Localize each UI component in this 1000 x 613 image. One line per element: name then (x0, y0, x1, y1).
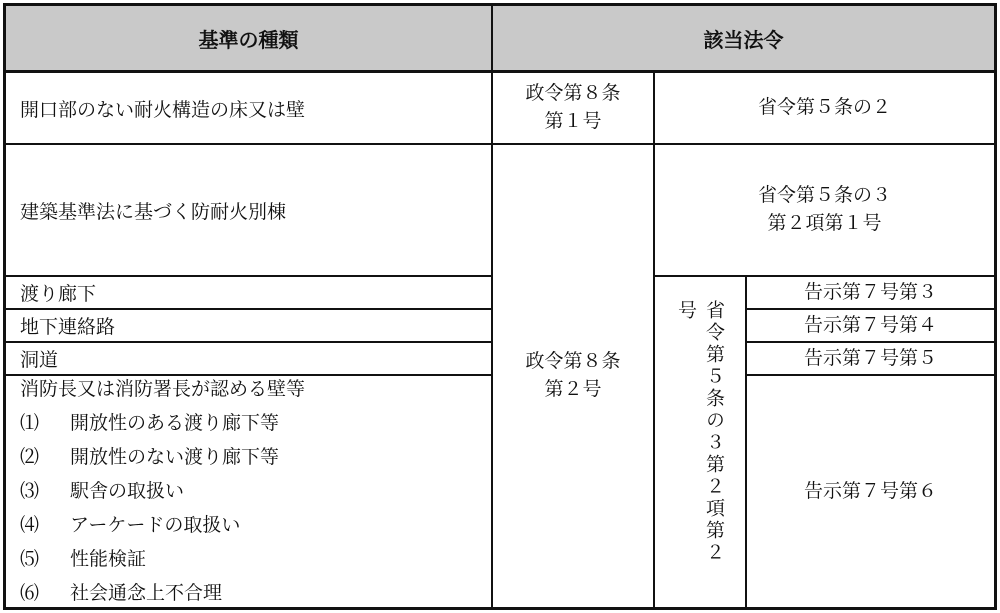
list-item (20, 584, 222, 603)
row2-shorei-line2: 第２項第１号 (767, 212, 882, 234)
list-item-number: ⑸ (20, 548, 40, 570)
row-doudou-type: 洞道 (6, 341, 491, 374)
regulation-table (3, 3, 997, 610)
list-item-text: 駅舎の取扱い (70, 480, 185, 502)
list-item-number: ⑷ (20, 514, 40, 536)
list-item (20, 516, 240, 535)
row2-type: 建築基準法に基づく防耐火別棟 (6, 143, 491, 275)
row-watari-kokuji: 告示第７号第３ (745, 275, 994, 308)
shorei-vertical-line2: ２号 (675, 299, 725, 564)
list-item-text: アーケードの取扱い (70, 514, 241, 536)
row-last-type (6, 374, 491, 607)
row-chika-kokuji: 告示第７号第４ (745, 308, 994, 341)
list-item-text: 社会通念上不合理 (70, 582, 223, 604)
shorei-vertical-text (672, 300, 728, 585)
list-item-number: ⑴ (20, 412, 40, 434)
row1-type: 開口部のない耐火構造の床又は壁 (20, 98, 306, 121)
row1-shorei: 省令第５条の２ (653, 73, 994, 143)
shorei-vertical (653, 275, 745, 607)
row2-shorei (653, 143, 994, 275)
row1-seirei-line2: 第１号 (544, 110, 602, 132)
list-item-text: 開放性のない渡り廊下等 (70, 446, 280, 468)
seirei-8-2-line1: 政令第８条 (525, 350, 621, 373)
row1-seirei-line1: 政令第８条 (525, 82, 621, 105)
list-item (20, 448, 279, 467)
list-item-text: 開放性のある渡り廊下等 (70, 412, 280, 434)
row-watari-type: 渡り廊下 (6, 275, 491, 308)
header-applicable-law: 該当法令 (491, 6, 994, 73)
row1-seirei (491, 73, 653, 143)
row-last-title: 消防長又は消防署長が認める壁等 (20, 378, 306, 400)
list-item (20, 414, 279, 433)
list-item-text: 性能検証 (70, 548, 147, 570)
row2-shorei-line1: 省令第５条の３ (757, 184, 891, 207)
seirei-8-2-line2: 第２号 (544, 378, 602, 400)
seirei-8-2 (491, 143, 653, 607)
list-item-number: ⑵ (20, 446, 40, 468)
shorei-vertical-line1: 省令第５条の３第２項第 (703, 299, 725, 542)
row-doudou-kokuji: 告示第７号第５ (745, 341, 994, 374)
header-standard-type: 基準の種類 (6, 6, 491, 73)
list-item (20, 550, 146, 569)
list-item (20, 482, 184, 501)
list-item-number: ⑶ (20, 480, 40, 502)
row-chika-type: 地下連絡路 (6, 308, 491, 341)
list-item-number: ⑹ (20, 582, 40, 604)
row-last-kokuji: 告示第７号第６ (745, 374, 994, 607)
